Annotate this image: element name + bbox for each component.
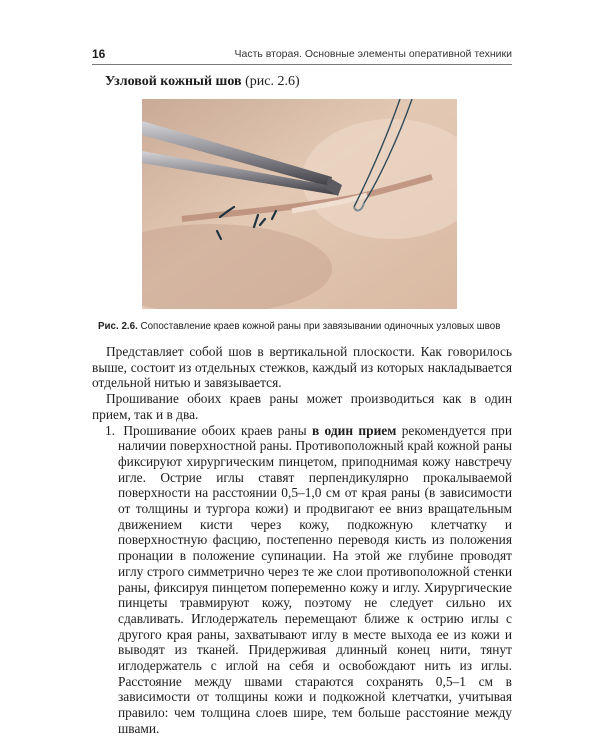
paragraph-2: Прошивание обоих краев раны может производиться как в один прием, так и в два. xyxy=(92,391,512,422)
list-item-number: 1. xyxy=(105,422,116,438)
surgical-photo-image xyxy=(142,99,457,309)
section-title-bold: Узловой кожный шов xyxy=(105,74,242,89)
list-item-text-after: рекомендуется при наличии поверхностной раны. Противоположный край кожной раны фиксируют хирургическим пинцетом, приподнимая кожу навстречу игле. Острие иглы ставят перпендикулярно прокалываемой поверхности на расстоянии 0,5–1,0 см от края раны (в зависимости от толщины и тургора кожи) и продвигают ее вниз вращательным движением кисти через кожу, подкожную клетчатку и поверхностную фасцию, постепенно переводя кисть из положения пронации в положение супинации. На этой же глубине проводят иглу строго симметрично через те же слои противоположной стенки раны, фиксируя пинцетом попеременно кожу и иглу. Хирургические пинцеты травмируют кожу, поэтому не следует сильно их сдавливать. Иглодержатель перемещают ближе к острию иглы с другого края раны, захватывают иглу в месте выхода ее из кожи и выводят из тканей. Придерживая длинный конец нити, тянут иглодержатель с иглой на себя и освобождают нить из иглы. Расстояние между швами стараются сохранять 0,5–1 см в зависимости от толщины кожи и подкожной клетчатки, учитывая правило: чем толщина слоев шире, тем больше расстояние между швами. xyxy=(118,422,512,736)
list-item-bold: в один прием xyxy=(311,422,397,438)
paragraph-1: Представляет собой шов в вертикальной плоскости. Как говорилось выше, состоит из отдельных стежков, каждый из которых накладывается отдельной нитью и завязывается. xyxy=(92,344,512,391)
figure-caption-text: Сопоставление краев кожной раны при завязывании одиночных узловых швов xyxy=(137,321,501,332)
section-figure-ref: (рис. 2.6) xyxy=(241,74,300,89)
page-number: 16 xyxy=(92,47,106,61)
list-item-text-before: Прошивание обоих краев раны xyxy=(123,422,312,438)
section-title xyxy=(105,74,300,90)
list-item xyxy=(92,423,512,737)
running-title: Часть вторая. Основные элементы оперативной техники xyxy=(234,48,512,60)
figure-caption xyxy=(98,321,518,332)
figure-caption-label: Рис. 2.6. xyxy=(98,321,138,332)
surgical-photo xyxy=(142,99,457,309)
body-text xyxy=(92,344,512,737)
numbered-list xyxy=(92,423,512,737)
page-header xyxy=(92,46,512,65)
